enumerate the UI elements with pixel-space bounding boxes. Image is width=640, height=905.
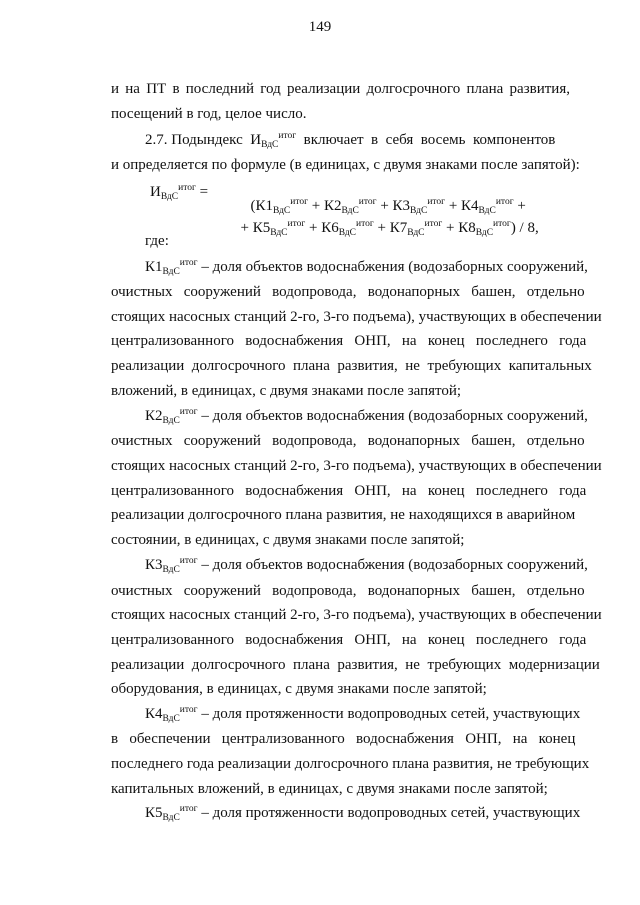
k2-line: состоянии, в единицах, с двумя знаками после запятой; <box>111 532 465 548</box>
k4-first-line: $К4_{ВдС}^{итог}$ – доля протяженности водопроводных сетей, участвующих <box>145 705 581 724</box>
k3-line: централизованного водоснабжения ОНП, на конец последнего года <box>111 632 587 648</box>
k1-line: вложений, в единицах, с двумя знаками после запятой; <box>111 383 462 399</box>
where-label: где: <box>145 233 169 249</box>
k5-first-line: $К5_{ВдС}^{итог}$ – доля протяженности водопроводных сетей, участвующих <box>145 804 581 823</box>
k2-line: централизованного водоснабжения ОНП, на конец последнего года <box>111 483 587 499</box>
k4-line: капитальных вложений, в единицах, с двумя знаками после запятой; <box>111 781 548 797</box>
k4-line: в обеспечении централизованного водоснабжения ОНП, на конец <box>111 731 576 747</box>
section-line-2: и определяется по формуле (в единицах, с двумя знаками после запятой): <box>111 157 580 173</box>
section-heading-start: 2.7. Подындекс И <box>145 132 262 148</box>
k2-first-line: $К2_{ВдС}^{итог}$ – доля объектов водоснабжения (водозаборных сооружений, <box>145 407 588 426</box>
intro-line-1: и на ПТ в последний год реализации долгосрочного плана развития, <box>111 81 570 97</box>
k3-first-line: $К3_{ВдС}^{итог}$ – доля объектов водоснабжения (водозаборных сооружений, <box>145 556 588 575</box>
intro-line-2: посещений в год, целое число. <box>111 106 307 122</box>
k4-line: последнего года реализации долгосрочного плана развития, не требующих <box>111 756 590 772</box>
k3-line: реализации долгосрочного плана развития, не требующих модернизации <box>111 657 600 673</box>
k3-line: стоящих насосных станций 2-го, 3-го подъема), участвующих в обеспечении <box>111 607 602 623</box>
page-number: 149 <box>308 19 332 35</box>
k1-first-line: $К1_{ВдС}^{итог}$ – доля объектов водоснабжения (водозаборных сооружений, <box>145 258 588 277</box>
k1-line: очистных сооружений водопровода, водонапорных башен, отдельно <box>111 284 585 300</box>
formula-row-1: ($К1_{ВдС}^{итог} + К2_{ВдС}^{итог} + К3_{ВдС}^{итог} + К4_{ВдС}^{итог}$ + <box>250 197 526 216</box>
k3-line: оборудования, в единицах, с двумя знаками после запятой; <box>111 681 487 697</box>
formula-row-2: + $К5_{ВдС}^{итог} + К6_{ВдС}^{итог} + К7_{ВдС}^{итог} + К8_{ВдС}^{итог}) / 8$, <box>240 219 539 238</box>
k1-line: стоящих насосных станций 2-го, 3-го подъема), участвующих в обеспечении <box>111 309 602 325</box>
k2-line: реализации долгосрочного плана развития, не находящихся в аварийном <box>111 507 576 523</box>
k2-line: стоящих насосных станций 2-го, 3-го подъема), участвующих в обеспечении <box>111 458 602 474</box>
section-heading-line: 2.7. Подындекс $И_{ВдС}^{итог}$ включает в себя восемь компонентов <box>145 131 556 150</box>
k1-line: централизованного водоснабжения ОНП, на конец последнего года <box>111 333 587 349</box>
k2-line: очистных сооружений водопровода, водонапорных башен, отдельно <box>111 433 585 449</box>
k3-line: очистных сооружений водопровода, водонапорных башен, отдельно <box>111 583 585 599</box>
k1-line: реализации долгосрочного плана развития, не требующих капитальных <box>111 358 592 374</box>
section-heading-rest: включает в себя восемь компонентов <box>296 132 556 148</box>
formula-lhs: $И_{ВдС}^{итог}$ = <box>150 183 209 202</box>
